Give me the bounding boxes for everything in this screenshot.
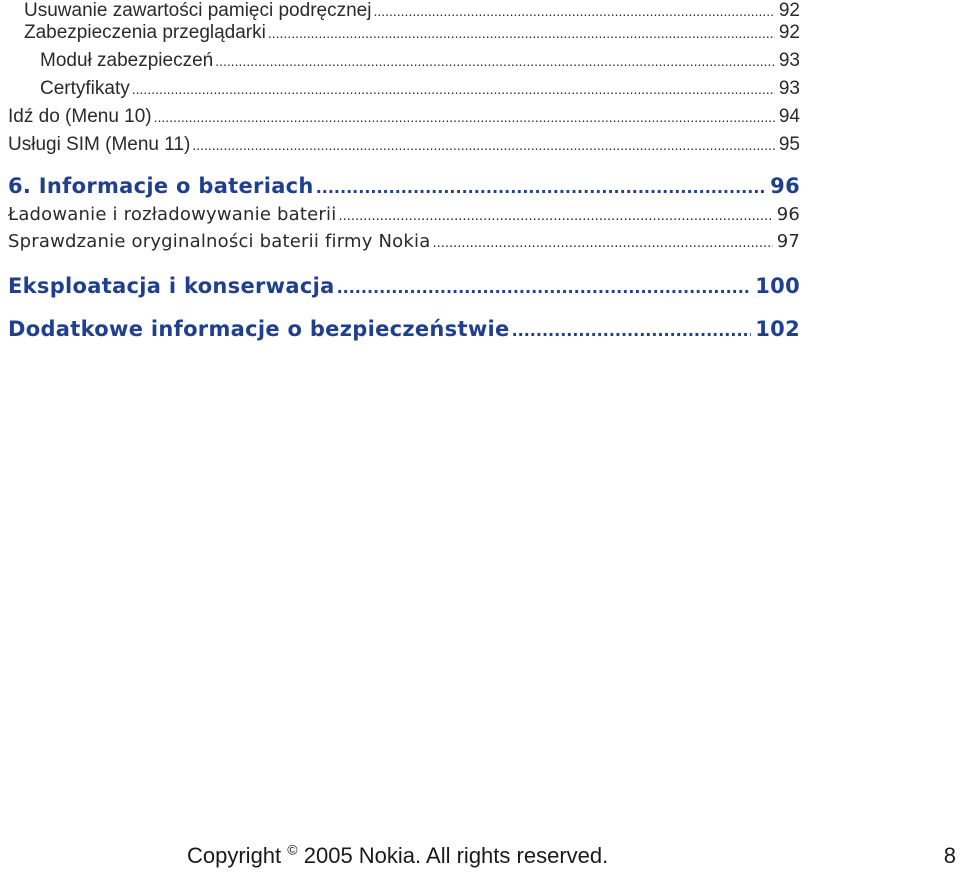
toc-entry-title: Usługi SIM (Menu 11) — [8, 134, 191, 155]
toc-leader-dots — [215, 53, 775, 69]
toc-entry-page: 93 — [778, 50, 800, 71]
toc-chapter-page: 96 — [770, 174, 800, 198]
toc-entry[interactable] — [8, 106, 800, 128]
toc-leader-dots — [316, 178, 766, 197]
toc-entry[interactable] — [24, 22, 800, 44]
toc-leader-dots — [512, 321, 752, 340]
toc-entry-title: Usuwanie zawartości pamięci podręcznej — [24, 0, 372, 21]
toc-entry-title: Idź do (Menu 10) — [8, 106, 152, 127]
toc-entry[interactable] — [40, 78, 800, 100]
toc-leader-dots — [337, 278, 752, 297]
toc-entry-page: 93 — [778, 78, 800, 99]
toc-entry-page: 92 — [778, 22, 800, 43]
toc-leader-dots — [132, 81, 775, 97]
toc-chapter-page: 100 — [755, 274, 800, 298]
toc-entry-page: 95 — [778, 134, 800, 155]
copyright-label: Copyright — [187, 843, 282, 868]
page-number: 8 — [943, 843, 956, 868]
toc-chapter-title: Eksploatacja i konserwacja — [8, 274, 335, 298]
toc-entry[interactable] — [40, 50, 800, 72]
toc-leader-dots — [432, 236, 772, 251]
toc-chapter[interactable] — [8, 174, 800, 198]
copyright-symbol: © — [287, 841, 298, 858]
toc-chapter[interactable] — [8, 274, 800, 298]
toc-entry[interactable] — [8, 204, 800, 225]
toc-entry-title: Certyfikaty — [40, 78, 130, 99]
toc-entry[interactable] — [8, 134, 800, 156]
toc-chapter-page: 102 — [755, 317, 800, 341]
toc-chapter-title: 6. Informacje o bateriach — [8, 174, 314, 198]
toc-entry-title: Moduł zabezpieczeń — [40, 50, 214, 71]
toc-entry[interactable] — [8, 231, 800, 252]
toc-entry-page: 97 — [776, 231, 800, 252]
toc-leader-dots — [373, 3, 774, 19]
toc-entry-title: Sprawdzanie oryginalności baterii firmy Nokia — [8, 231, 431, 252]
toc-chapter[interactable] — [8, 317, 800, 341]
toc-entry-title: Zabezpieczenia przeglądarki — [24, 22, 266, 43]
toc-entry[interactable] — [24, 0, 800, 22]
toc-entry-page: 96 — [776, 204, 800, 225]
toc-entry-title: Ładowanie i rozładowywanie baterii — [8, 204, 337, 225]
toc-entry-page: 92 — [778, 0, 800, 21]
toc-entry-page: 94 — [778, 106, 800, 127]
toc-leader-dots — [268, 25, 775, 41]
toc-leader-dots — [338, 209, 772, 224]
copyright-text: 2005 Nokia. All rights reserved. — [303, 843, 609, 868]
copyright-footer — [187, 843, 608, 869]
toc-leader-dots — [192, 137, 775, 153]
toc-chapter-title: Dodatkowe informacje o bezpieczeństwie — [8, 317, 510, 341]
toc-leader-dots — [154, 109, 775, 125]
